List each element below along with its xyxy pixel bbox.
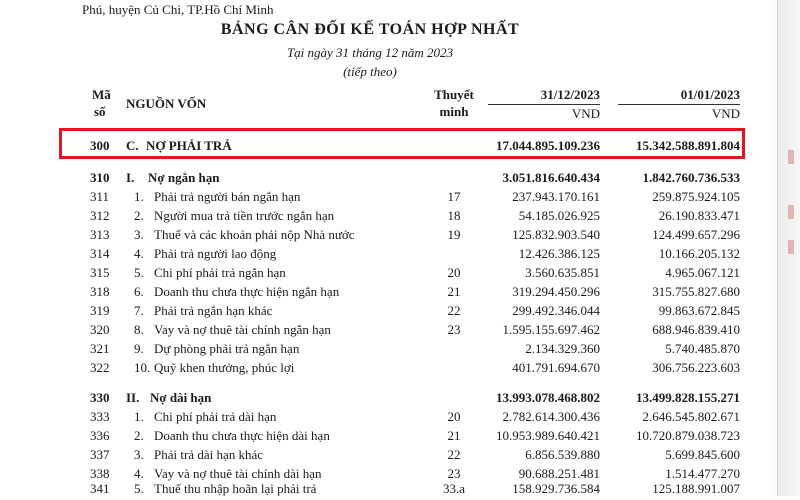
row-value-2022: 2.646.545.802.671 — [642, 409, 740, 424]
row-index: 5. — [134, 481, 144, 496]
row-index: I. — [126, 170, 135, 185]
page-edge-shadow — [777, 0, 800, 496]
row-label: Thuế thu nhập hoãn lại phải trả — [154, 481, 317, 496]
row-note: 22 — [447, 303, 461, 318]
row-index: 5. — [134, 265, 144, 280]
row-value-2023: 401.791.694.670 — [512, 360, 600, 375]
company-address: Phú, huyện Củ Chi, TP.Hồ Chí Minh — [82, 2, 274, 17]
row-label: Thuế và các khoản phải nộp Nhà nước — [154, 227, 355, 242]
row-code: 333 — [90, 409, 110, 424]
stamp-mark — [788, 150, 794, 164]
row-label: Chi phí phải trả dài hạn — [154, 409, 277, 424]
table-row — [0, 208, 760, 227]
table-row — [0, 447, 760, 466]
row-code: 315 — [90, 265, 110, 280]
row-value-2023: 13.993.078.468.802 — [496, 390, 600, 405]
row-code: 320 — [90, 322, 110, 337]
row-label: Nợ dài hạn — [150, 390, 212, 405]
row-value-2022: 688.946.839.410 — [652, 322, 740, 337]
row-code: 322 — [90, 360, 110, 375]
row-index: 9. — [134, 341, 144, 356]
table-row — [0, 481, 760, 500]
row-label: Dự phòng phải trả ngắn hạn — [154, 341, 300, 356]
row-index: 8. — [134, 322, 144, 337]
row-value-2023: 2.782.614.300.436 — [502, 409, 600, 424]
row-code: 312 — [90, 208, 110, 223]
row-label: Vay và nợ thuê tài chính dài hạn — [154, 466, 322, 481]
row-note: 23 — [447, 322, 461, 337]
row-code: 310 — [90, 170, 110, 185]
row-value-2022: 5.699.845.600 — [665, 447, 740, 462]
header-code-line1: Mã — [92, 87, 111, 102]
row-label: Vay và nợ thuê tài chính ngắn hạn — [154, 322, 331, 337]
header-col1-unit: VND — [571, 106, 600, 121]
table-row — [0, 227, 760, 246]
row-label: Doanh thu chưa thực hiện ngắn hạn — [154, 284, 340, 299]
row-value-2022: 13.499.828.155.271 — [636, 390, 740, 405]
row-value-2022: 4.965.067.121 — [665, 265, 740, 280]
row-code: 341 — [90, 481, 110, 496]
row-code: 313 — [90, 227, 110, 242]
table-row — [0, 322, 760, 341]
row-note: 20 — [447, 265, 461, 280]
row-note: 17 — [447, 189, 461, 204]
row-value-2023: 158.929.736.584 — [512, 481, 600, 496]
row-index: 3. — [134, 227, 144, 242]
row-note: 22 — [447, 447, 461, 462]
row-value-2023: 3.560.635.851 — [525, 265, 600, 280]
header-note-line2: minh — [439, 104, 469, 119]
row-value-2023: 1.595.155.697.462 — [502, 322, 600, 337]
row-value-2022: 315.755.827.680 — [652, 284, 740, 299]
row-value-2022: 15.342.588.891.804 — [636, 138, 740, 153]
header-col1-date: 31/12/2023 — [540, 87, 600, 102]
row-label: Chi phí phải trả ngắn hạn — [154, 265, 286, 280]
row-index: 7. — [134, 303, 144, 318]
row-value-2023: 299.492.346.044 — [512, 303, 600, 318]
row-index: 1. — [134, 409, 144, 424]
row-value-2023: 237.943.170.161 — [512, 189, 600, 204]
row-value-2022: 124.499.657.296 — [652, 227, 740, 242]
header-source: NGUỒN VỐN — [126, 96, 207, 111]
row-label: NỢ PHẢI TRẢ — [146, 138, 232, 153]
table-row — [0, 341, 760, 360]
row-code: 336 — [90, 428, 110, 443]
row-code: 319 — [90, 303, 110, 318]
stamp-mark — [788, 205, 794, 219]
row-value-2022: 1.514.477.270 — [665, 466, 740, 481]
row-value-2023: 6.856.539.880 — [525, 447, 600, 462]
row-value-2023: 90.688.251.481 — [518, 466, 600, 481]
table-row — [0, 138, 760, 157]
header-col1-rule — [488, 104, 600, 105]
report-date: Tại ngày 31 tháng 12 năm 2023 — [286, 45, 454, 60]
table-row — [0, 170, 760, 189]
row-code: 318 — [90, 284, 110, 299]
row-index: 4. — [134, 466, 144, 481]
header-col2-unit: VND — [711, 106, 740, 121]
row-index: 4. — [134, 246, 144, 261]
table-row — [0, 189, 760, 208]
row-note: 33.a — [442, 481, 466, 496]
table-row — [0, 284, 760, 303]
row-value-2023: 125.832.903.540 — [512, 227, 600, 242]
table-row — [0, 360, 760, 379]
header-code-line2: số — [94, 104, 106, 119]
row-index: 3. — [134, 447, 144, 462]
row-value-2023: 17.044.895.109.236 — [496, 138, 600, 153]
row-value-2022: 125.188.991.007 — [652, 481, 740, 496]
row-value-2022: 259.875.924.105 — [652, 189, 740, 204]
table-row — [0, 409, 760, 428]
row-note: 23 — [447, 466, 461, 481]
header-col2-rule — [618, 104, 740, 105]
continued-note: (tiếp theo) — [343, 64, 397, 79]
header-note-line1: Thuyết — [434, 87, 474, 102]
row-value-2023: 2.134.329.360 — [525, 341, 600, 356]
row-label: Phải trả người lao động — [154, 246, 277, 261]
row-code: 300 — [90, 138, 110, 153]
row-index: 2. — [134, 428, 144, 443]
row-note: 21 — [447, 428, 461, 443]
row-label: Quỹ khen thưởng, phúc lợi — [154, 360, 295, 375]
row-value-2023: 10.953.989.640.421 — [496, 428, 600, 443]
row-index: 2. — [134, 208, 144, 223]
table-row — [0, 428, 760, 447]
row-note: 19 — [447, 227, 461, 242]
stamp-mark — [788, 240, 794, 254]
row-code: 338 — [90, 466, 110, 481]
row-value-2023: 319.294.450.296 — [512, 284, 600, 299]
row-value-2022: 306.756.223.603 — [652, 360, 740, 375]
row-value-2023: 54.185.026.925 — [518, 208, 600, 223]
row-index: 10. — [134, 360, 151, 375]
row-value-2022: 99.863.672.845 — [658, 303, 740, 318]
row-value-2023: 3.051.816.640.434 — [502, 170, 600, 185]
table-row — [0, 390, 760, 409]
row-label: Người mua trả tiền trước ngắn hạn — [154, 208, 335, 223]
report-title: BẢNG CÂN ĐỐI KẾ TOÁN HỢP NHẤT — [220, 21, 520, 38]
header-col2-date: 01/01/2023 — [680, 87, 740, 102]
table-row — [0, 246, 760, 265]
row-code: 321 — [90, 341, 110, 356]
row-index: 1. — [134, 189, 144, 204]
table-row — [0, 303, 760, 322]
row-note: 20 — [447, 409, 461, 424]
row-value-2022: 5.740.485.870 — [665, 341, 740, 356]
row-value-2023: 12.426.386.125 — [518, 246, 600, 261]
row-label: Phải trả người bán ngắn hạn — [154, 189, 301, 204]
row-label: Nợ ngắn hạn — [148, 170, 220, 185]
row-code: 337 — [90, 447, 110, 462]
row-label: Phải trả ngắn hạn khác — [154, 303, 273, 318]
row-code: 311 — [90, 189, 110, 204]
row-value-2022: 1.842.760.736.533 — [642, 170, 740, 185]
table-row — [0, 265, 760, 284]
row-note: 21 — [447, 284, 461, 299]
row-code: 314 — [90, 246, 110, 261]
row-value-2022: 10.720.879.038.723 — [636, 428, 740, 443]
row-code: 330 — [90, 390, 110, 405]
row-label: Doanh thu chưa thực hiện dài hạn — [154, 428, 330, 443]
row-index: 6. — [134, 284, 144, 299]
row-value-2022: 10.166.205.132 — [658, 246, 740, 261]
row-value-2022: 26.190.833.471 — [658, 208, 740, 223]
row-note: 18 — [447, 208, 461, 223]
row-label: Phải trả dài hạn khác — [154, 447, 264, 462]
row-index: II. — [126, 390, 140, 405]
row-index: C. — [126, 138, 139, 153]
